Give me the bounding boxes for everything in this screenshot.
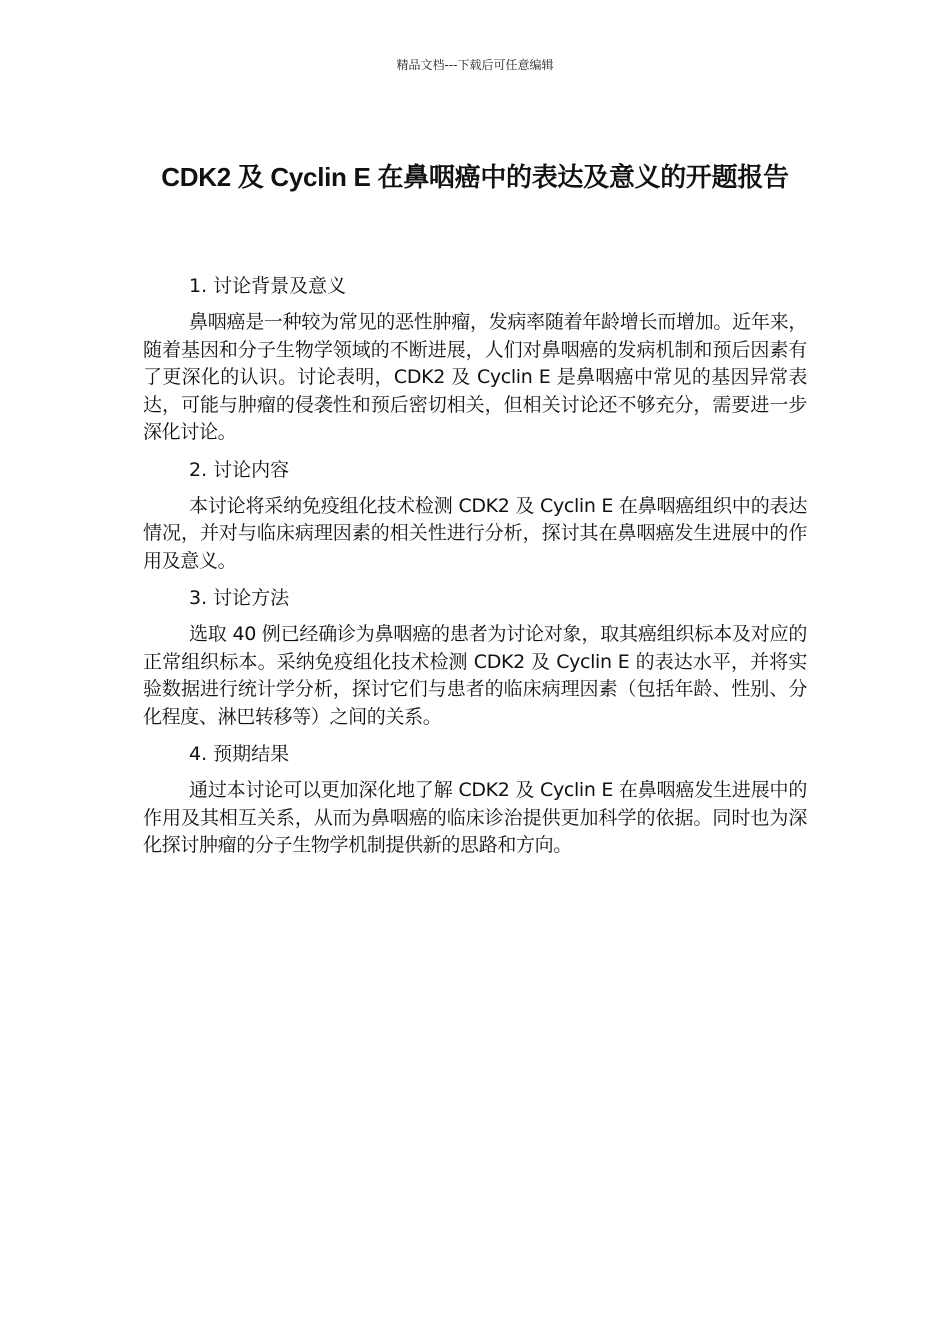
header-note: 精品文档---下载后可任意编辑	[396, 58, 554, 72]
section-heading: 1. 讨论背景及意义	[189, 275, 347, 297]
section-methods	[143, 584, 807, 731]
section-heading: 4. 预期结果	[189, 743, 290, 765]
document-title: CDK2 及 Cyclin E 在鼻咽癌中的表达及意义的开题报告	[161, 162, 789, 193]
section-background	[143, 272, 807, 447]
section-expected-results	[143, 740, 807, 860]
section-paragraph: 选取 40 例已经确诊为鼻咽癌的患者为讨论对象，取其癌组织标本及对应的正常组织标本。采纳免疫组化技术检测 CDK2 及 Cyclin E 的表达水平，并将实验数据进行统计学分析，探讨它们与患者的临床病理因素（包括年龄、性别、分化程度、淋巴转移等）之间的关系。	[143, 623, 807, 728]
section-paragraph: 鼻咽癌是一种较为常见的恶性肿瘤，发病率随着年龄增长而增加。近年来，随着基因和分子生物学领域的不断进展，人们对鼻咽癌的发病机制和预后因素有了更深化的认识。讨论表明，CDK2 及 Cyclin E 是鼻咽癌中常见的基因异常表达，可能与肿瘤的侵袭性和预后密切相关，但相关讨论还不够充分，需要进一步深化讨论。	[143, 311, 807, 443]
section-content	[143, 456, 807, 576]
section-heading: 2. 讨论内容	[189, 458, 290, 481]
section-paragraph: 通过本讨论可以更加深化地了解 CDK2 及 Cyclin E 在鼻咽癌发生进展中的作用及其相互关系，从而为鼻咽癌的临床诊治提供更加科学的依据。同时也为深化探讨肿瘤的分子生物学机制提供新的思路和方向。	[143, 779, 807, 856]
section-paragraph: 本讨论将采纳免疫组化技术检测 CDK2 及 Cyclin E 在鼻咽癌组织中的表达情况，并对与临床病理因素的相关性进行分析，探讨其在鼻咽癌发生进展中的作用及意义。	[143, 494, 807, 572]
document-body	[143, 272, 807, 869]
section-heading: 3. 讨论方法	[189, 587, 290, 609]
